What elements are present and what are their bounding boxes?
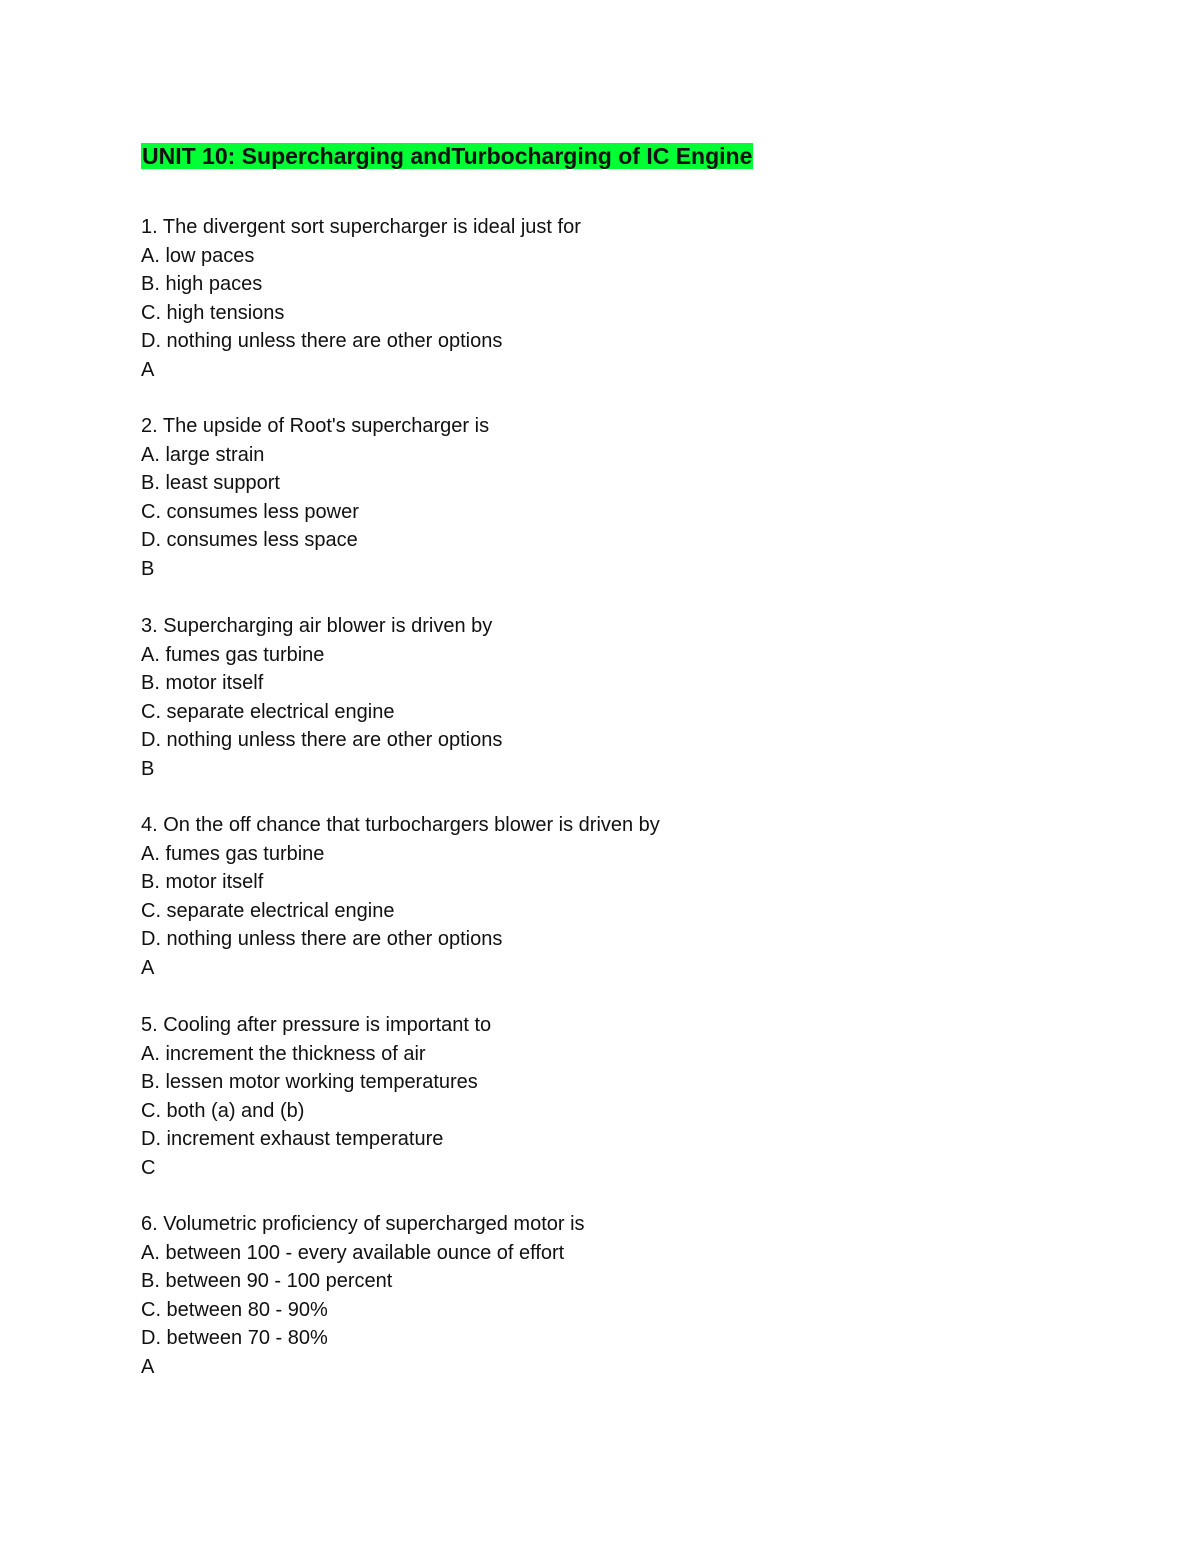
question-4 <box>141 811 660 982</box>
question-prompt: 2. The upside of Root's supercharger is <box>141 415 490 437</box>
option-b: B. motor itself <box>141 672 264 694</box>
option-a: A. large strain <box>141 443 265 466</box>
option-d: D. nothing unless there are other options <box>141 928 503 950</box>
option-d: D. between 70 - 80% <box>141 1327 328 1349</box>
question-prompt: 5. Cooling after pressure is important to <box>141 1014 492 1036</box>
option-c: C. both (a) and (b) <box>141 1099 305 1122</box>
question-5 <box>141 1011 491 1182</box>
option-b: B. motor itself <box>141 871 264 893</box>
option-c: C. consumes less power <box>141 500 359 523</box>
answer: A <box>141 956 155 979</box>
question-prompt: 3. Supercharging air blower is driven by <box>141 615 493 637</box>
option-c: C. separate electrical engine <box>141 700 395 723</box>
answer: B <box>141 757 155 780</box>
option-c: C. separate electrical engine <box>141 899 395 922</box>
question-6 <box>141 1210 585 1381</box>
option-c: C. high tensions <box>141 301 285 324</box>
question-2 <box>141 412 489 583</box>
question-1 <box>141 213 581 384</box>
answer: B <box>141 557 155 580</box>
option-b: B. between 90 - 100 percent <box>141 1270 393 1292</box>
option-a: A. between 100 - every available ounce of effort <box>141 1241 565 1264</box>
option-d: D. nothing unless there are other options <box>141 330 503 352</box>
answer: C <box>141 1156 156 1179</box>
question-3 <box>141 612 502 783</box>
question-prompt: 6. Volumetric proficiency of supercharged motor is <box>141 1213 585 1235</box>
option-a: A. fumes gas turbine <box>141 643 325 666</box>
option-b: B. high paces <box>141 273 263 295</box>
option-d: D. nothing unless there are other options <box>141 729 503 751</box>
option-a: A. low paces <box>141 244 255 267</box>
option-d: D. consumes less space <box>141 529 358 551</box>
option-a: A. increment the thickness of air <box>141 1042 426 1065</box>
option-b: B. least support <box>141 472 280 494</box>
option-d: D. increment exhaust temperature <box>141 1128 444 1150</box>
answer: A <box>141 1355 155 1378</box>
option-c: C. between 80 - 90% <box>141 1298 328 1321</box>
question-prompt: 4. On the off chance that turbochargers blower is driven by <box>141 814 660 836</box>
option-a: A. fumes gas turbine <box>141 842 325 865</box>
title-highlight: UNIT 10: Supercharging andTurbocharging of IC Engine <box>142 143 753 169</box>
answer: A <box>141 358 155 381</box>
option-b: B. lessen motor working temperatures <box>141 1071 478 1093</box>
document-title <box>141 140 753 172</box>
question-prompt: 1. The divergent sort supercharger is ideal just for <box>141 216 581 238</box>
